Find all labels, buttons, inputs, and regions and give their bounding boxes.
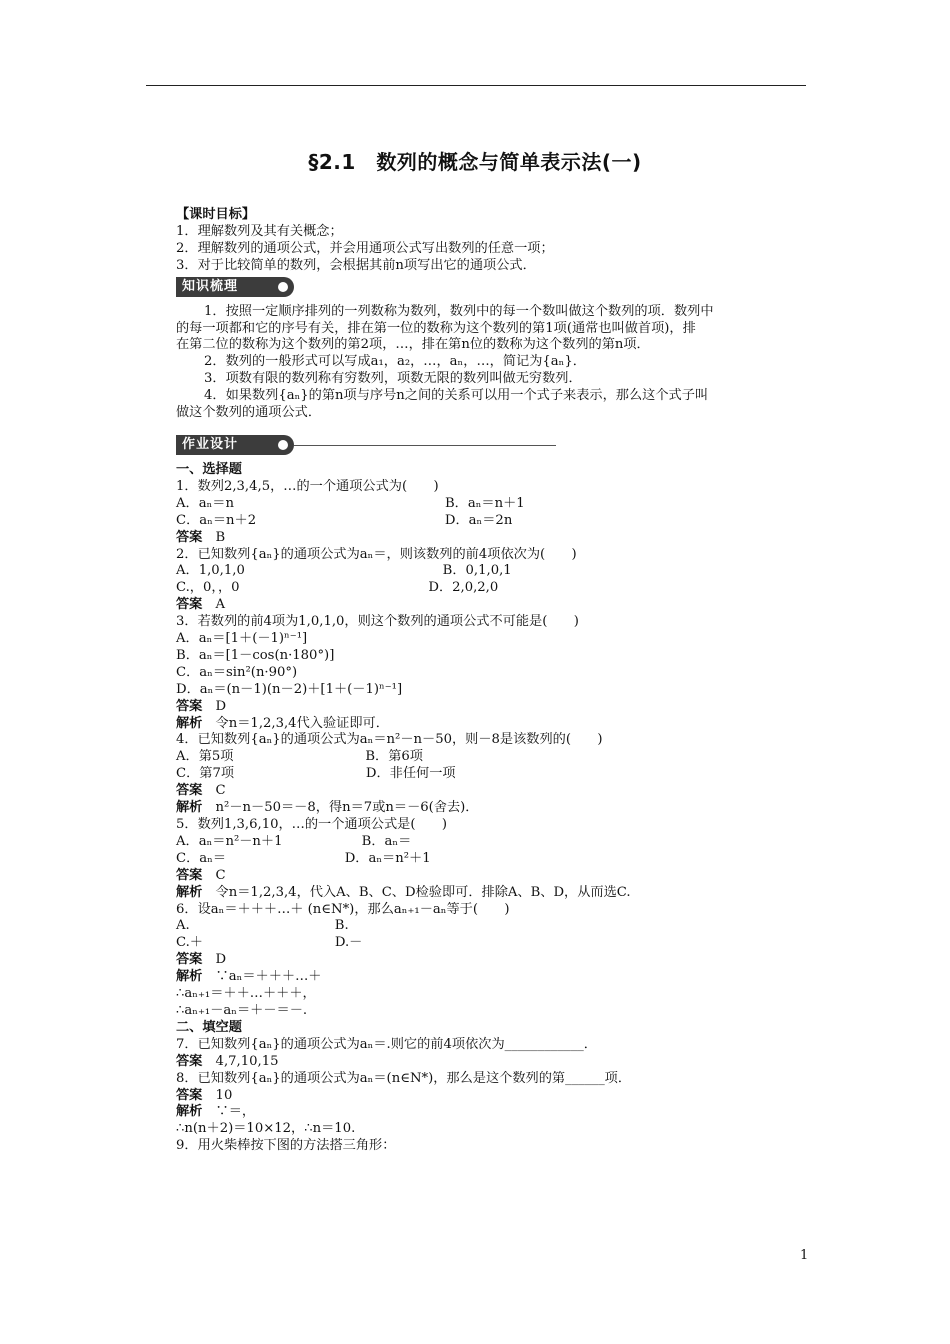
homework-line: ∴n(n＋2)＝10×12，∴n＝10. (176, 1121, 356, 1137)
homework-line: C．aₙ＝sin²(n·90°) (176, 664, 298, 680)
homework-line: A．第5项 B．第6项 (176, 749, 423, 765)
answer-label: 解析 (176, 969, 203, 985)
homework-line: D．aₙ＝(n－1)(n－2)＋[1＋(－1)ⁿ⁻¹] (176, 681, 403, 697)
objectives-heading: 【课时目标】 (176, 207, 256, 222)
answer-label: 解析 (176, 800, 203, 816)
homework-line: 二、填空题 (176, 1019, 242, 1035)
document-body (176, 207, 808, 1155)
answer-label: 答案 (176, 1087, 203, 1103)
homework-line: 答案 10 (176, 1087, 233, 1103)
bullet-icon (278, 440, 288, 450)
answer-label: 解析 (176, 884, 203, 900)
homework-line: 一、选择题 (176, 461, 242, 477)
homework-line: C．aₙ＝ D．aₙ＝n²＋1 (176, 850, 431, 866)
homework-line: 3．若数列的前4项为1,0,1,0，则这个数列的通项公式不可能是( ) (176, 614, 579, 630)
answer-label: 答案 (176, 952, 203, 968)
knowledge-line: 1．按照一定顺序排列的一列数称为数列，数列中的每一个数叫做这个数列的项．数列中 (204, 303, 714, 319)
homework-line: 解析 令n＝1,2,3,4，代入A、B、C、D检验即可．排除A、B、D，从而选C. (176, 884, 631, 900)
homework-banner-label: 作业设计 (176, 435, 294, 455)
homework-line: 解析 n²－n－50＝－8，得n＝7或n＝－6(舍去)． (176, 800, 479, 816)
homework-line: 答案 D (176, 952, 227, 968)
knowledge-banner-label: 知识梳理 (176, 277, 294, 297)
homework-line: A．aₙ＝n B．aₙ＝n＋1 (176, 495, 525, 511)
answer-label: 答案 (176, 1053, 203, 1069)
homework-line: ∴aₙ₊₁＝＋＋…＋＋＋， (176, 986, 316, 1002)
answer-label: 解析 (176, 715, 203, 731)
homework-line: 6．设aₙ＝＋＋＋…＋ (n∈N*)，那么aₙ₊₁－aₙ等于( ) (176, 901, 510, 917)
homework-line: 解析 ∵＝， (176, 1104, 256, 1120)
knowledge-line: 做这个数列的通项公式． (176, 405, 322, 421)
homework-line: 8．已知数列{aₙ}的通项公式为aₙ＝(n∈N*)，那么是这个数列的第______项． (176, 1070, 632, 1086)
homework-line: 9．用火柴棒按下图的方法搭三角形： (176, 1138, 396, 1154)
homework-line: ∴aₙ₊₁－aₙ＝＋－＝－. (176, 1002, 308, 1018)
homework-line: A. B. (176, 918, 349, 934)
homework-line: A．aₙ＝[1＋(－1)ⁿ⁻¹] (176, 631, 308, 647)
homework-line: C.＋ D.－ (176, 935, 363, 951)
objective-item: 3．对于比较简单的数列，会根据其前n项写出它的通项公式． (176, 257, 536, 273)
homework-line: 7．已知数列{aₙ}的通项公式为aₙ＝.则它的前4项依次为____________． (176, 1036, 597, 1052)
homework-line: 1．数列2,3,4,5，…的一个通项公式为( ) (176, 478, 439, 494)
homework-line: C．aₙ＝n＋2 D．aₙ＝2n (176, 512, 513, 528)
homework-line: 解析 令n＝1,2,3,4代入验证即可． (176, 715, 389, 731)
homework-line: 答案 A (176, 597, 226, 613)
knowledge-line: 3．项数有限的数列称有穷数列，项数无限的数列叫做无穷数列． (204, 371, 582, 387)
banner-line (294, 445, 556, 446)
bullet-icon (278, 282, 288, 292)
answer-label: 答案 (176, 698, 203, 714)
homework-line: 4．已知数列{aₙ}的通项公式为aₙ＝n²－n－50，则－8是该数列的( ) (176, 732, 603, 748)
homework-list (176, 462, 808, 1155)
knowledge-line: 的每一项都和它的序号有关，排在第一位的数称为这个数列的第1项(通常也叫做首项)，排 (176, 320, 696, 336)
homework-line: A．aₙ＝n²－n＋1 B．aₙ＝ (176, 833, 412, 849)
answer-label: 答案 (176, 867, 203, 883)
answer-label: 答案 (176, 529, 203, 545)
homework-line: C．第7项 D．非任何一项 (176, 766, 456, 782)
homework-line: 答案 B (176, 529, 226, 545)
page-title: §2.1 数列的概念与简单表示法(一) (308, 150, 642, 174)
objective-item: 2．理解数列的通项公式，并会用通项公式写出数列的任意一项； (176, 240, 554, 256)
header-rule (146, 85, 806, 86)
homework-line: 解析 ∵aₙ＝＋＋＋…＋ (176, 969, 322, 985)
knowledge-line: 在第二位的数称为这个数列的第2项，…，排在第n位的数称为这个数列的第n项． (176, 337, 650, 353)
homework-line: B．aₙ＝[1－cos(n·180°)] (176, 647, 335, 663)
homework-line: 2．已知数列{aₙ}的通项公式为aₙ＝，则该数列的前4项依次为( ) (176, 546, 577, 562)
knowledge-line: 4．如果数列{aₙ}的第n项与序号n之间的关系可以用一个式子来表示，那么这个式子叫 (204, 388, 709, 404)
objective-item: 1．理解数列及其有关概念； (176, 223, 343, 239)
homework-line: 答案 C (176, 783, 226, 799)
homework-banner (176, 434, 808, 458)
page-number: 1 (800, 1248, 809, 1263)
homework-line: A．1,0,1,0 B．0,1,0,1 (176, 563, 512, 579)
answer-label: 解析 (176, 1104, 203, 1120)
answer-label: 答案 (176, 783, 203, 799)
homework-line: C.，0，，0 D．2,0,2,0 (176, 580, 499, 596)
homework-line: 5．数列1,3,6,10，…的一个通项公式是( ) (176, 817, 448, 832)
homework-line: 答案 4,7,10,15 (176, 1053, 279, 1069)
homework-line: 答案 D (176, 698, 227, 714)
knowledge-line: 2．数列的一般形式可以写成a₁，a₂，…，aₙ，…，简记为{aₙ}． (204, 354, 586, 370)
homework-line: 答案 C (176, 867, 226, 883)
knowledge-banner (176, 276, 808, 300)
answer-label: 答案 (176, 597, 203, 613)
